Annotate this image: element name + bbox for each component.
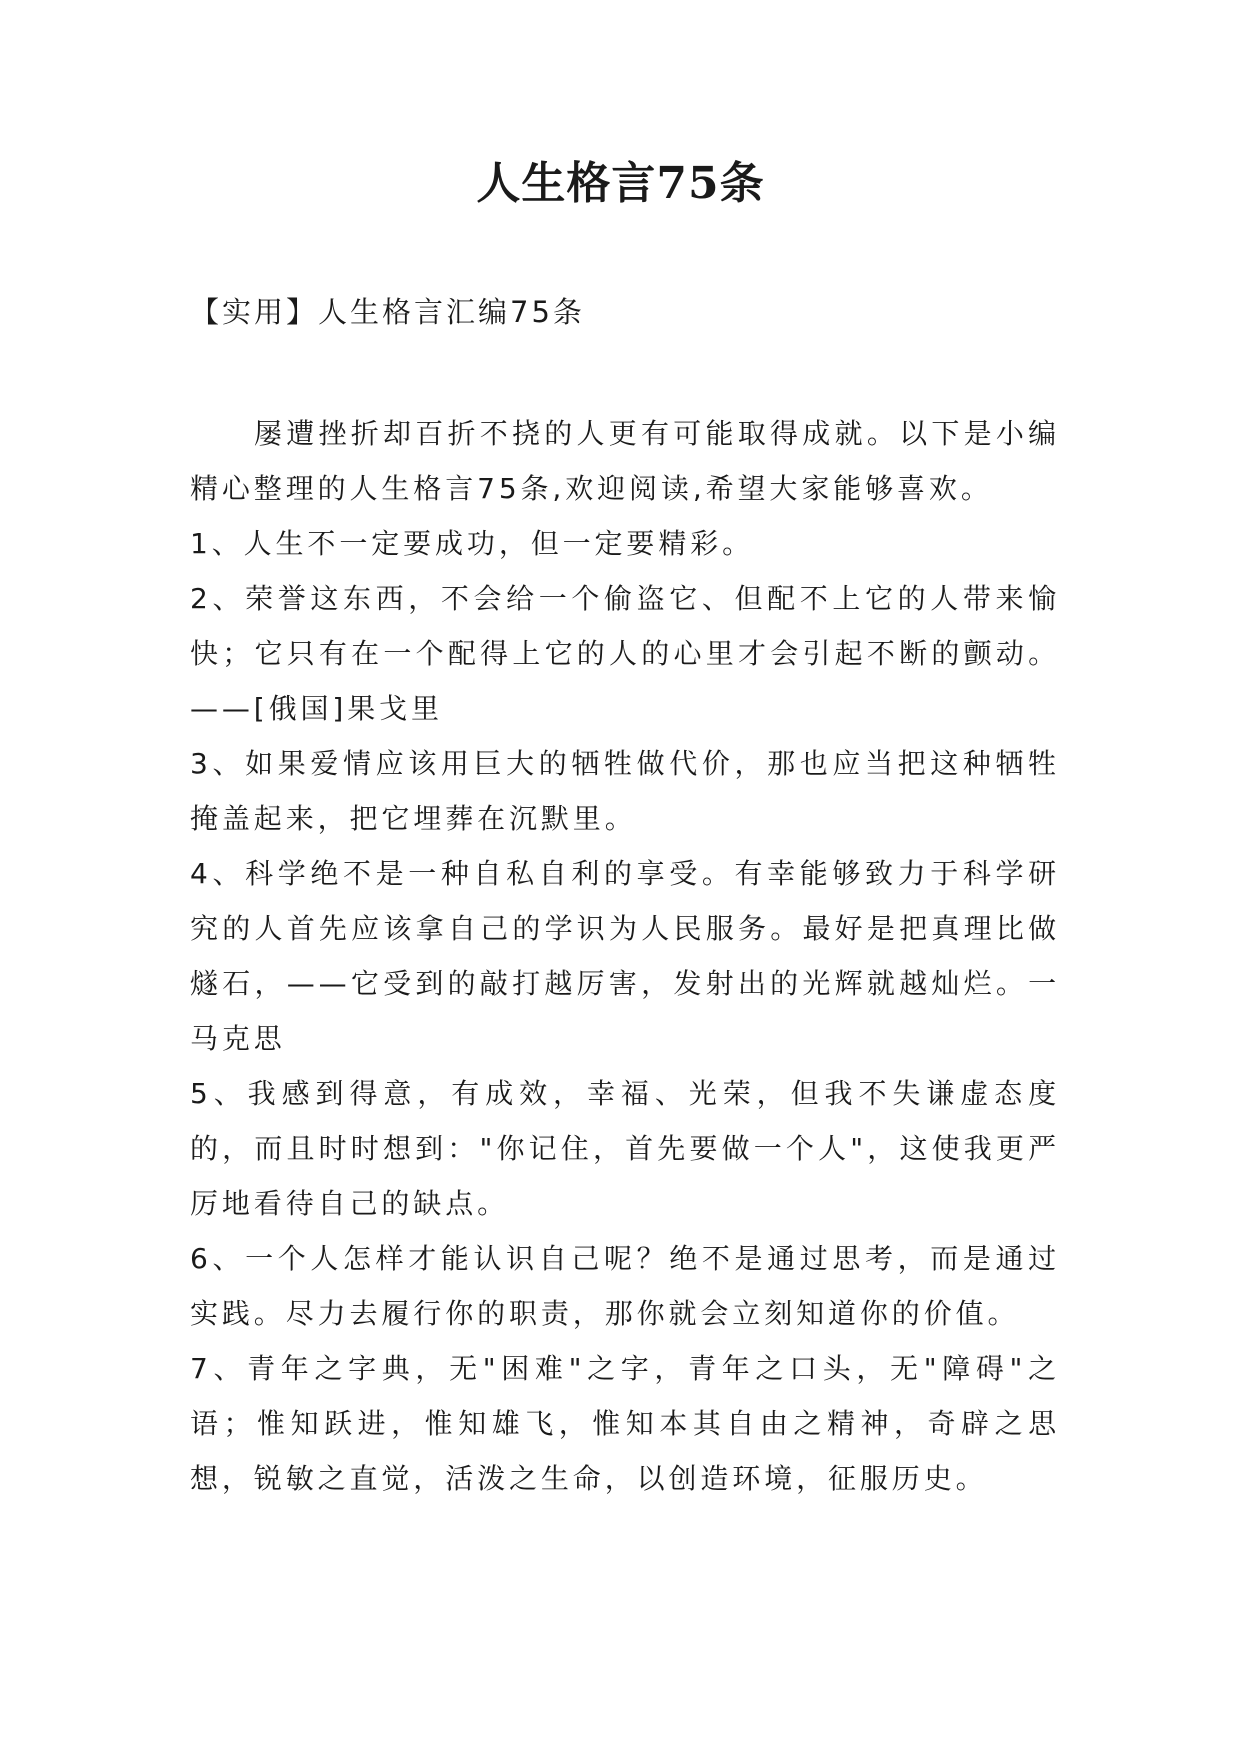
document-subtitle: 【实用】人生格言汇编75条: [190, 295, 585, 329]
quote-item-1: 1、人生不一定要成功，但一定要精彩。: [190, 527, 755, 560]
quote-item-5: 5、我感到得意，有成效，幸福、光荣，但我不失谦虚态度的，而且时时想到："你记住，首先要做一个人"，这使我更严厉地看待自己的缺点。: [190, 1077, 1060, 1220]
quote-item-2: 2、荣誉这东西，不会给一个偷盗它、但配不上它的人带来愉快；它只有在一个配得上它的人的心里才会引起不断的颤动。——[俄国]果戈里: [190, 582, 1060, 725]
quote-item-6: 6、一个人怎样才能认识自己呢？绝不是通过思考，而是通过实践。尽力去履行你的职责，那你就会立刻知道你的价值。: [190, 1242, 1060, 1330]
quote-item-7: 7、青年之字典，无"困难"之字，青年之口头，无"障碍"之语；惟知跃进，惟知雄飞，惟知本其自由之精神，奇辟之思想，锐敏之直觉，活泼之生命，以创造环境，征服历史。: [190, 1352, 1060, 1495]
document-title: 人生格言75条: [476, 158, 765, 209]
quote-item-3: 3、如果爱情应该用巨大的牺牲做代价，那也应当把这种牺牲掩盖起来，把它埋葬在沉默里。: [190, 747, 1060, 835]
intro-paragraph: 屡遭挫折却百折不挠的人更有可能取得成就。以下是小编精心整理的人生格言75条,欢迎阅读,希望大家能够喜欢。: [190, 417, 1060, 505]
quote-item-4: 4、科学绝不是一种自私自利的享受。有幸能够致力于科学研究的人首先应该拿自己的学识为人民服务。最好是把真理比做燧石，——它受到的敲打越厉害，发射出的光辉就越灿烂。一马克思: [190, 857, 1060, 1055]
document-body: [190, 406, 1060, 1506]
